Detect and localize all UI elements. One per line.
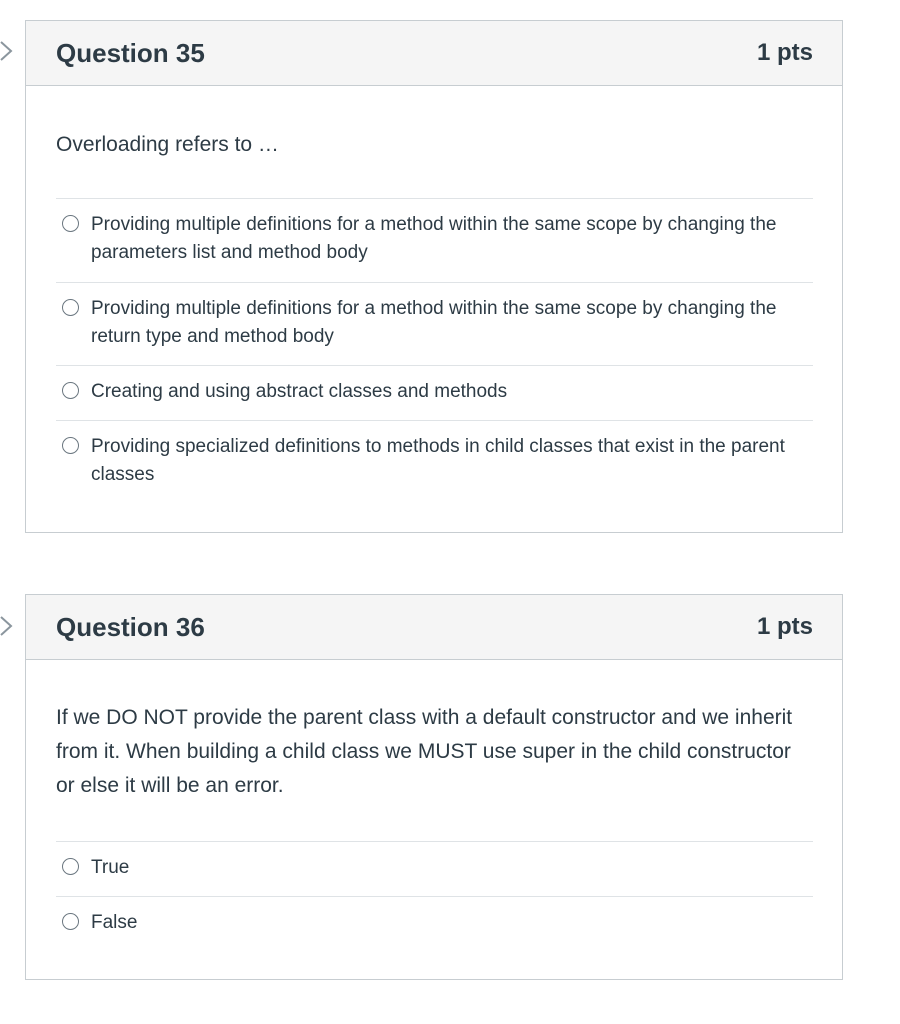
radio-button[interactable] <box>62 382 79 399</box>
question-prompt: Overloading refers to … <box>56 133 279 156</box>
question-36 <box>25 594 843 980</box>
answer-label: Providing specialized definitions to methods in child classes that exist in the parent classes <box>91 436 785 485</box>
question-title: Question 35 <box>56 37 205 68</box>
radio-button[interactable] <box>62 858 79 875</box>
question-body <box>26 86 842 505</box>
answer-option[interactable] <box>56 366 813 421</box>
answer-label: Providing multiple definitions for a method within the same scope by changing the return type and method body <box>91 298 777 347</box>
radio-button[interactable] <box>62 437 79 454</box>
answer-label: Creating and using abstract classes and methods <box>91 381 508 402</box>
question-points: 1 pts <box>756 613 813 640</box>
question-header <box>26 595 842 660</box>
answer-option[interactable] <box>56 842 813 897</box>
answer-option[interactable] <box>56 199 813 283</box>
answer-label: Providing multiple definitions for a method within the same scope by changing the parameters list and method body <box>91 214 777 263</box>
question-title: Question 36 <box>56 611 205 642</box>
flag-question-icon[interactable] <box>0 40 14 62</box>
answer-option[interactable] <box>56 897 813 952</box>
flag-question-icon[interactable] <box>0 615 14 637</box>
answer-label: False <box>91 912 138 933</box>
question-35 <box>25 20 843 533</box>
radio-button[interactable] <box>62 299 79 316</box>
answer-option[interactable] <box>56 421 813 505</box>
question-prompt: If we DO NOT provide the parent class with a default constructor and we inherit from it. When building a child class we MUST use super in the child constructor or else it will be an error. <box>56 706 793 797</box>
answer-option[interactable] <box>56 283 813 366</box>
answer-label: True <box>91 857 130 878</box>
question-header <box>26 21 842 86</box>
radio-button[interactable] <box>62 215 79 232</box>
question-points: 1 pts <box>756 39 813 66</box>
question-body <box>26 660 842 952</box>
answer-list <box>56 198 813 505</box>
radio-button[interactable] <box>62 913 79 930</box>
answer-list <box>56 841 813 952</box>
